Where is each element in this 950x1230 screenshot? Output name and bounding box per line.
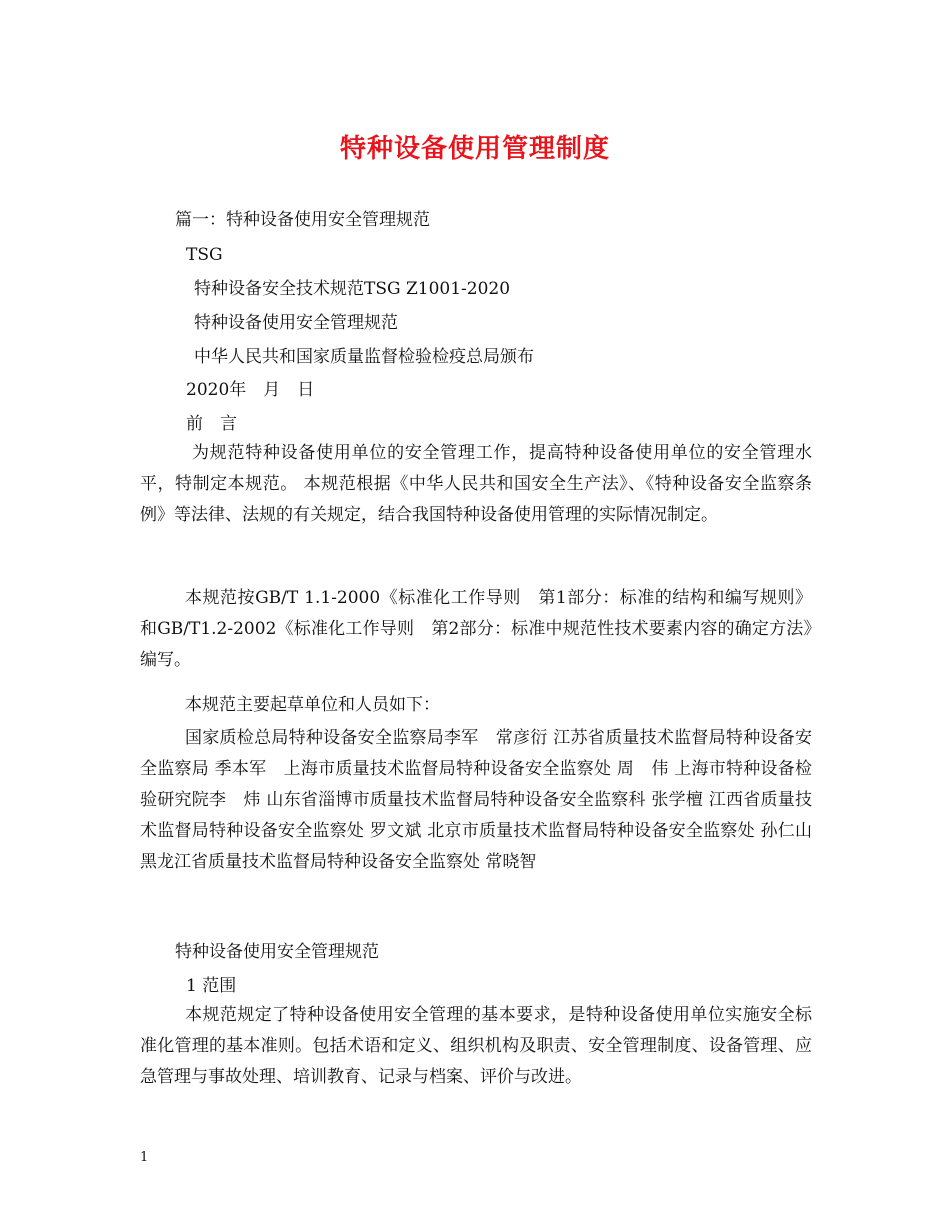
preface-heading: 前 言 [186, 414, 237, 434]
document-title: 特种设备使用管理制度 [339, 134, 610, 164]
scope-heading: 1 范围 [186, 976, 237, 996]
standard-basis-paragraph: 本规范按GB/T 1.1-2000《标准化工作导则 第1部分：标准的结构和编写规则》和GB/T1.2-2002《标准化工作导则 第2部分：标准中规范性技术要素内容的确定方法》编写。 [140, 588, 812, 670]
spec-code-line: 特种设备安全技术规范TSG Z1001-2020 [194, 279, 511, 299]
issuer-line: 中华人民共和国家质量监督检验检疫总局颁布 [194, 347, 534, 367]
date-line: 2020年 月 日 [186, 380, 315, 400]
scope-paragraph: 本规范规定了特种设备使用安全管理的基本要求，是特种设备使用单位实施安全标准化管理的基本准则。包括术语和定义、组织机构及职责、安全管理制度、设备管理、应急管理与事故处理、培训教育、记录与档案、评价与改进。 [140, 1005, 812, 1087]
section-title: 特种设备使用安全管理规范 [175, 942, 379, 962]
spec-name-line: 特种设备使用安全管理规范 [194, 313, 398, 333]
preface-paragraph: 为规范特种设备使用单位的安全管理工作，提高特种设备使用单位的安全管理水平，特制定本规范。 本规范根据《中华人民共和国安全生产法》、《特种设备安全监察条例》等法律、法规的有关规定，结合我国特种设备使用管理的实际情况制定。 [140, 443, 812, 525]
drafters-intro-paragraph: 本规范主要起草单位和人员如下： [185, 695, 440, 715]
drafters-list-paragraph: 国家质检总局特种设备安全监察局李军 常彦衍 江苏省质量技术监督局特种设备安全监察局 季本军 上海市质量技术监督局特种设备安全监察处 周 伟 上海市特种设备检验研究院李 炜 山东省淄博市质量技术监督局特种设备安全监察科 张学檀 江西省质量技术监督局特种设备安全监察处 罗文斌 北京市质量技术监督局特种设备安全监察处 孙仁山 黑龙江省质量技术监督局特种设备安全监察处 常晓智 [140, 728, 812, 872]
tsg-label: TSG [186, 245, 223, 265]
chapter-heading: 篇一：特种设备使用安全管理规范 [175, 210, 430, 230]
page-number: 1 [140, 1150, 149, 1165]
